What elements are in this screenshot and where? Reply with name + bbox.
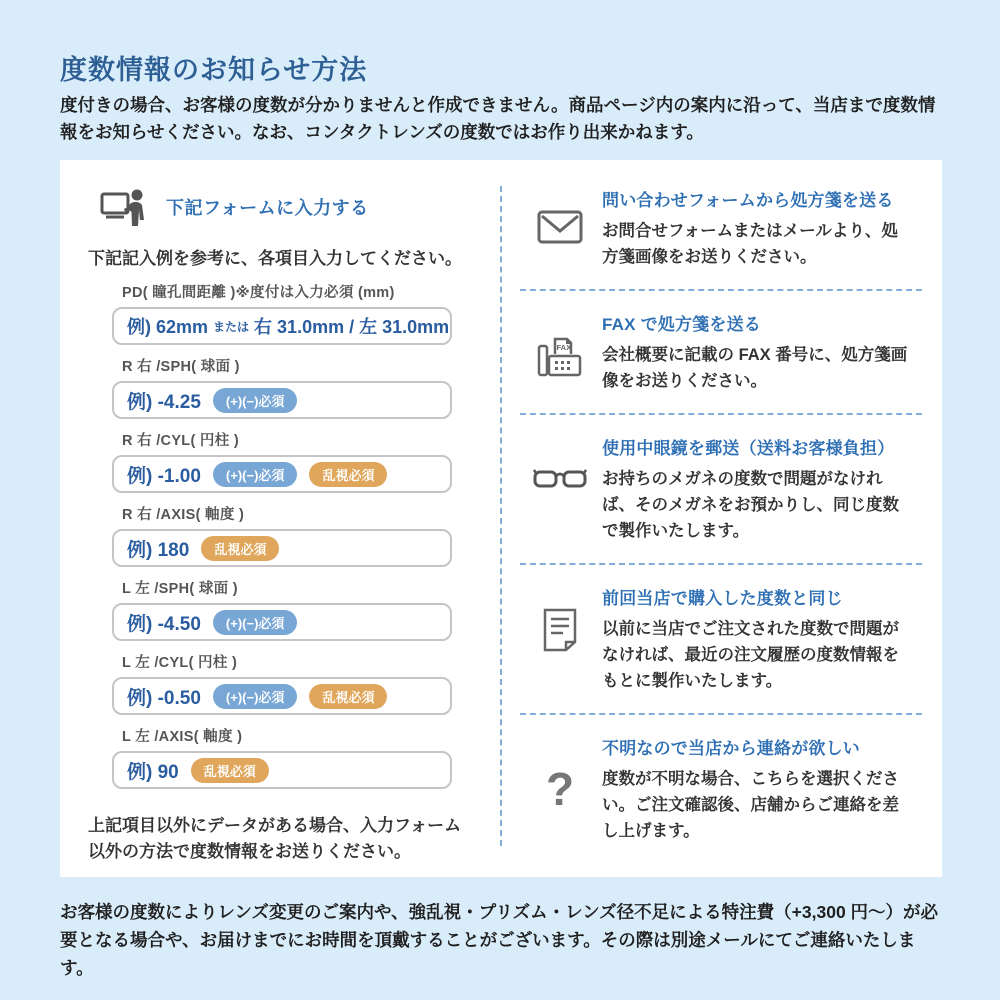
field-label: L 左 /AXIS( 軸度 ) — [122, 729, 243, 745]
form-section-title: 下記フォームに入力する — [166, 198, 369, 218]
method-title: 問い合わせフォームから処方箋を送る — [602, 191, 894, 210]
example-input-box — [112, 381, 452, 419]
horizontal-dashed-divider — [520, 563, 922, 565]
horizontal-dashed-divider — [520, 289, 922, 291]
astigmatism-required-badge: 乱視必須 — [309, 462, 387, 487]
method-title: 不明なので当店から連絡が欲しい — [602, 739, 860, 758]
astigmatism-required-badge: 乱視必須 — [201, 536, 279, 561]
field-label: R 右 /AXIS( 軸度 ) — [122, 507, 245, 523]
field-row-pd — [112, 281, 452, 345]
field-label: R 右 /SPH( 球面 ) — [122, 359, 240, 375]
method-title: 使用中眼鏡を郵送（送料お客様負担） — [602, 439, 895, 458]
example-input-box — [112, 307, 452, 345]
example-input-box — [112, 455, 452, 493]
example-input-box — [112, 603, 452, 641]
field-label: L 左 /SPH( 球面 ) — [122, 581, 238, 597]
plus-minus-required-badge: (+)(−)必須 — [213, 388, 298, 413]
astigmatism-required-badge: 乱視必須 — [309, 684, 387, 709]
footer-note: お客様の度数によりレンズ変更のご案内や、強乱視・プリズム・レンズ径不足による特注費（+3,300 円〜）が必要となる場合や、お届けまでにお時間を頂戴することがございます。その際は別途メールにてご連絡いたします。 — [60, 902, 939, 978]
methods-column — [502, 160, 942, 844]
plus-minus-required-badge: (+)(−)必須 — [213, 462, 298, 487]
method-title: FAX で処方箋を送る — [602, 315, 761, 334]
example-value: 例) -4.25 — [127, 391, 201, 413]
method-contact-form — [518, 186, 922, 270]
method-mail-glasses — [518, 434, 922, 544]
field-row-r-cyl — [112, 429, 452, 493]
document-icon — [518, 584, 602, 694]
method-body: 度数が不明な場合、こちらを選択ください。ご注文確認後、店舗からご連絡を差し上げます。 — [602, 770, 899, 840]
example-input-box — [112, 529, 452, 567]
field-label: R 右 /CYL( 円柱 ) — [122, 433, 239, 449]
example-value: 例) 62mm — [127, 317, 209, 337]
field-row-r-axis — [112, 503, 452, 567]
field-row-l-cyl — [112, 651, 452, 715]
example-input-box — [112, 751, 452, 789]
method-title: 前回当店で購入した度数と同じ — [602, 589, 843, 608]
example-value: 例) 90 — [127, 761, 179, 783]
person-at-computer-icon — [100, 186, 148, 228]
method-body: お持ちのメガネの度数で問題がなければ、そのメガネをお預かりし、同じ度数で製作いたします。 — [602, 470, 899, 540]
field-row-l-sph — [112, 577, 452, 641]
question-icon: ? — [545, 763, 575, 815]
form-column — [60, 160, 500, 877]
example-value: 例) -0.50 — [127, 687, 201, 709]
method-body: お問合せフォームまたはメールより、処方箋画像をお送りください。 — [602, 222, 898, 266]
method-body: 会社概要に記載の FAX 番号に、処方箋画像をお送りください。 — [602, 346, 908, 390]
form-note: 上記項目以外にデータがある場合、入力フォーム以外の方法で度数情報をお送りください。 — [88, 816, 462, 861]
method-fax — [518, 310, 922, 394]
astigmatism-required-badge: 乱視必須 — [191, 758, 269, 783]
field-label: L 左 /CYL( 円柱 ) — [122, 655, 238, 671]
svg-text:FAX: FAX — [556, 343, 572, 352]
field-row-r-sph — [112, 355, 452, 419]
form-fields — [112, 281, 452, 789]
horizontal-dashed-divider — [520, 713, 922, 715]
example-input-box — [112, 677, 452, 715]
method-body: 以前に当店でご注文された度数で問題がなければ、最近の注文履歴の度数情報をもとに製作いたします。 — [602, 620, 899, 690]
example-value: 例) -4.50 — [127, 613, 201, 635]
method-unknown-contact — [518, 734, 922, 844]
method-previous-order — [518, 584, 922, 694]
content-card — [60, 160, 942, 877]
page-title: 度数情報のお知らせ方法 — [60, 55, 368, 85]
form-subtitle: 下記記入例を参考に、各項目入力してください。 — [88, 249, 462, 268]
intro-text: 度付きの場合、お客様の度数が分かりませんと作成できません。商品ページ内の案内に沿って、当店まで度数情報をお知らせください。なお、コンタクトレンズの度数ではお作り出来かねます。 — [60, 95, 936, 142]
fax-icon — [518, 310, 602, 394]
field-label: PD( 瞳孔間距離 )※度付は入力必須 (mm) — [122, 285, 395, 301]
envelope-icon — [518, 186, 602, 270]
plus-minus-required-badge: (+)(−)必須 — [213, 684, 298, 709]
example-value: 例) -1.00 — [127, 465, 201, 487]
example-value-after: 右 31.0mm / 左 31.0mm — [254, 317, 450, 337]
field-row-l-axis — [112, 725, 452, 789]
glasses-icon — [518, 434, 602, 544]
example-value: 例) 180 — [127, 539, 190, 561]
horizontal-dashed-divider — [520, 413, 922, 415]
plus-minus-required-badge: (+)(−)必須 — [213, 610, 298, 635]
form-section-header — [100, 186, 500, 228]
example-or-text: または — [213, 319, 250, 334]
